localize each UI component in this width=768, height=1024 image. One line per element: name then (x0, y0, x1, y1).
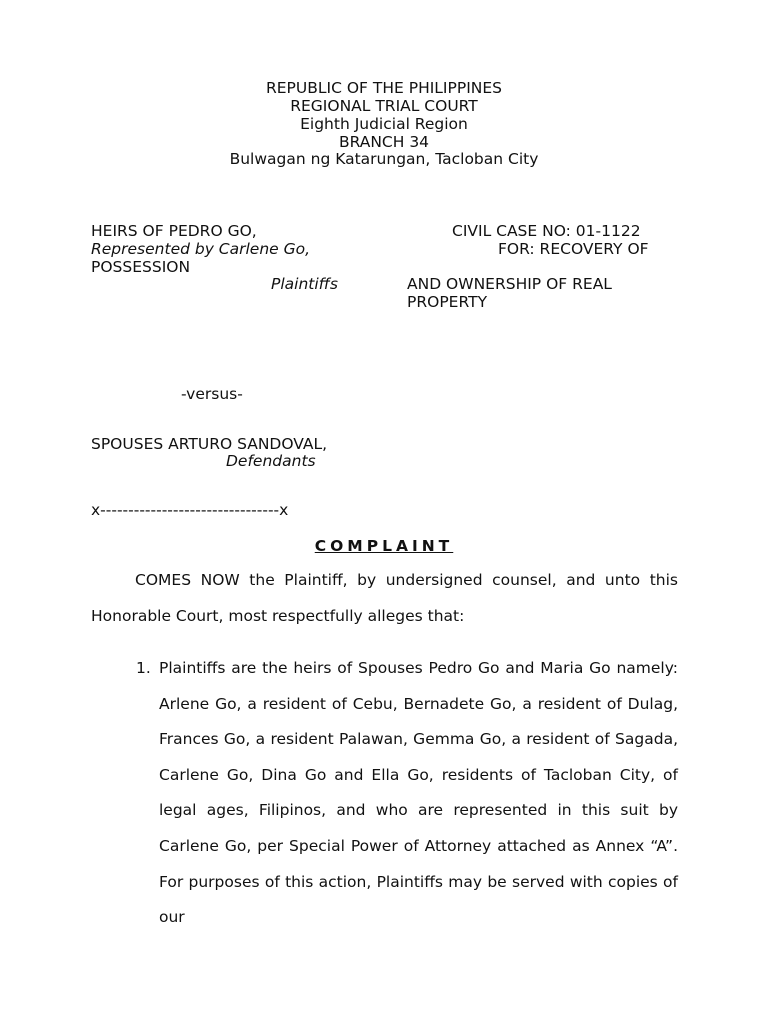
case-for-label: FOR: RECOVERY OF (498, 240, 649, 258)
possession-text: POSSESSION (91, 258, 191, 276)
item-number: 1. (136, 659, 151, 677)
court-rtc-line: REGIONAL TRIAL COURT (290, 97, 478, 115)
case-nature-line1: AND OWNERSHIP OF REAL (407, 275, 612, 293)
versus-text: -versus- (181, 385, 243, 403)
caption-separator: x--------------------------------x (91, 501, 289, 519)
represented-by: Represented by Carlene Go, (91, 240, 311, 258)
defendant-name: SPOUSES ARTURO SANDOVAL, (91, 435, 328, 453)
document-title: COMPLAINT (314, 537, 454, 555)
case-nature-line2: PROPERTY (407, 293, 488, 311)
plaintiffs-label: Plaintiffs (271, 275, 338, 293)
defendants-label: Defendants (226, 452, 316, 470)
intro-paragraph: COMES NOW the Plaintiff, by undersigned counsel, and unto this Honorable Court, most respectfully alleges that: (91, 571, 678, 625)
item-text: Plaintiffs are the heirs of Spouses Pedro Go and Maria Go namely: Arlene Go, a resident of Cebu, Bernadete Go, a resident of Dulag, Frances Go, a resident Palawan, Gemma Go, a resident of Sagada, Carlene Go, Dina Go and Ella Go, residents of Tacloban City, of legal ages, Filipinos, and who are represented in this suit by Carlene Go, per Special Power of Attorney attached as Annex “A”. For purposes of this action, Plaintiffs may be served with copies of our (159, 659, 678, 927)
plaintiff-name: HEIRS OF PEDRO GO, (91, 222, 257, 240)
court-location-line: Bulwagan ng Katarungan, Tacloban City (229, 150, 539, 168)
court-republic-line: REPUBLIC OF THE PHILIPPINES (265, 79, 502, 97)
court-branch-line: BRANCH 34 (338, 133, 430, 151)
case-number: CIVIL CASE NO: 01-1122 (452, 222, 641, 240)
court-region-line: Eighth Judicial Region (300, 115, 468, 133)
